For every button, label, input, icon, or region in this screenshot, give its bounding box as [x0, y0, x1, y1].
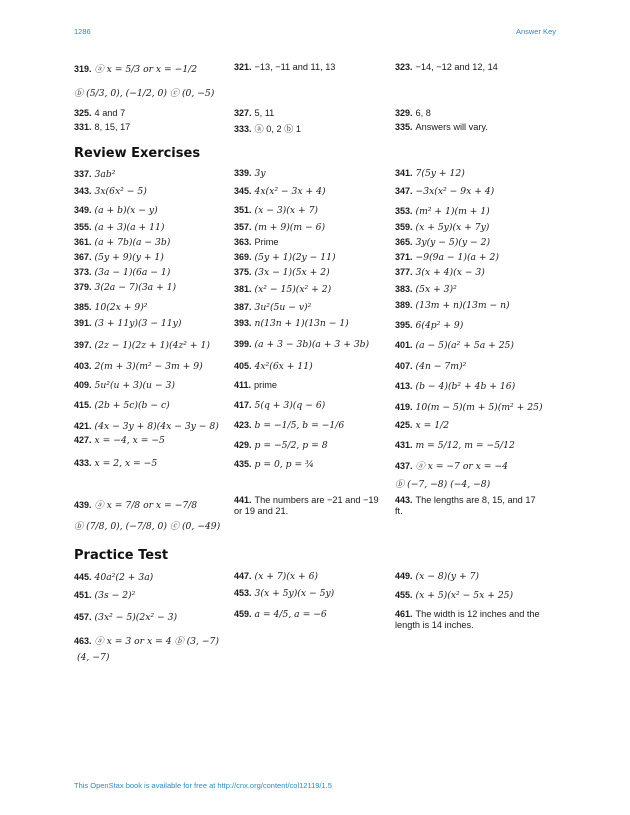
section-title-practice: Practice Test [74, 548, 169, 563]
answer-item: 369. (5y + 1)(2y − 11) [234, 252, 336, 263]
answer-item: 355. (a + 3)(a + 11) [74, 222, 165, 233]
answer-item: 393. n(13n + 1)(13n − 1) [234, 318, 349, 329]
answer-item: 405. 4x²(6x + 11) [234, 361, 313, 372]
answer-item: 363. Prime [234, 237, 279, 247]
section-header: Answer Key [515, 27, 556, 36]
answer-item: 455. (x + 5)(x² − 5x + 25) [395, 590, 514, 601]
answer-item: 387. 3u²(5u − v)² [234, 302, 312, 313]
answer-item: 433. x = 2, x = −5 [74, 458, 158, 469]
answer-item: 367. (5y + 9)(y + 1) [74, 252, 164, 263]
answer-item: 423. b = −1/5, b = −1/6 [234, 420, 345, 431]
answer-item: 377. 3(x + 4)(x − 3) [395, 267, 485, 278]
answer-item: 375. (3x − 1)(5x + 2) [234, 267, 330, 278]
answer-item: 435. p = 0, p = ¾ [234, 459, 314, 470]
answer-item: 345. 4x(x² − 3x + 4) [234, 186, 326, 197]
answer-item: 399. (a + 3 − 3b)(a + 3 + 3b) [234, 339, 370, 350]
answer-item: 379. 3(2a − 7)(3a + 1) [74, 282, 177, 293]
answer-item: 343. 3x(6x² − 5) [74, 186, 147, 197]
answer-item: 419. 10(m − 5)(m + 5)(m² + 25) [395, 402, 543, 413]
answer-item: 431. m = 5/12, m = −5/12 [395, 440, 515, 451]
answer-item: 413. (b − 4)(b² + 4b + 16) [395, 381, 516, 392]
answer-item: 417. 5(q + 3)(q − 6) [234, 400, 326, 411]
answer-item: 415. (2b + 5c)(b − c) [74, 400, 170, 411]
answer-item: 407. (4n − 7m)² [395, 361, 467, 372]
answer-item: 361. (a + 7b)(a − 3b) [74, 237, 171, 248]
answer-item: 339. 3y [234, 168, 266, 179]
answer-item: 459. a = 4/5, a = −6 [234, 609, 327, 620]
answer-item: 323. −14, −12 and 12, 14 [395, 62, 498, 72]
answer-item: ⓑ (−7, −8) (−4, −8) [395, 479, 491, 490]
answer-item: 351. (x − 3)(x + 7) [234, 205, 319, 216]
answer-item: 451. (3s − 2)² [74, 590, 136, 601]
answer-item: 439. ⓐ x = 7/8 or x = −7/8 [74, 500, 198, 511]
answer-item: 403. 2(m + 3)(m² − 3m + 9) [74, 361, 203, 372]
answer-item: 335. Answers will vary. [395, 122, 488, 132]
answer-item: 371. −9(9a − 1)(a + 2) [395, 252, 499, 263]
answer-item: 443. The lengths are 8, 15, and 17 ft. [395, 495, 536, 516]
answer-item: 425. x = 1/2 [395, 420, 450, 431]
answer-item: 319. ⓐ x = 5/3 or x = −1/2 [74, 64, 198, 75]
answer-item: 449. (x − 8)(y + 7) [395, 571, 480, 582]
answer-item: 395. 6(4p² + 9) [395, 320, 464, 331]
answer-item: 391. (3 + 11y)(3 − 11y) [74, 318, 182, 329]
answer-item: 457. (3x² − 5)(2x² − 3) [74, 612, 178, 623]
answer-item: ⓑ (5/3, 0), (−1/2, 0) ⓒ (0, −5) [74, 88, 215, 99]
answer-item: 385. 10(2x + 9)² [74, 302, 148, 313]
answer-item: 331. 8, 15, 17 [74, 122, 131, 132]
answer-item: 401. (a − 5)(a² + 5a + 25) [395, 340, 514, 351]
answer-item: (4, −7) [77, 652, 110, 663]
answer-item: 437. ⓐ x = −7 or x = −4 [395, 461, 508, 472]
answer-item: 325. 4 and 7 [74, 108, 126, 118]
answer-item: 453. 3(x + 5y)(x − 5y) [234, 588, 335, 599]
answer-item: 359. (x + 5y)(x + 7y) [395, 222, 490, 233]
answer-item: 397. (2z − 1)(2z + 1)(4z² + 1) [74, 340, 210, 351]
answer-item: 341. 7(5y + 12) [395, 168, 465, 179]
answer-item: 333. ⓐ 0, 2 ⓑ 1 [234, 124, 301, 134]
answer-item: 445. 40a²(2 + 3a) [74, 572, 154, 583]
answer-item: 381. (x² − 15)(x² + 2) [234, 284, 332, 295]
section-title-review: Review Exercises [74, 146, 201, 161]
answer-item: 441. The numbers are −21 and −19 or 19 and 21. [234, 495, 379, 516]
answer-item: 373. (3a − 1)(6a − 1) [74, 267, 171, 278]
answer-item: 447. (x + 7)(x + 6) [234, 571, 319, 582]
answer-item: 429. p = −5/2, p = 8 [234, 440, 328, 451]
answer-item: 389. (13m + n)(13m − n) [395, 300, 510, 311]
answer-item: 421. (4x − 3y + 8)(4x − 3y − 8) [74, 421, 219, 432]
answer-item: 383. (5x + 3)² [395, 284, 457, 295]
answer-item: 321. −13, −11 and 11, 13 [234, 62, 336, 72]
answer-item: 461. The width is 12 inches and the length is 14 inches. [395, 609, 540, 630]
answer-item: 349. (a + b)(x − y) [74, 205, 158, 216]
footer-note: This OpenStax book is available for free at http://cnx.org/content/col12119/1.5 [74, 781, 332, 790]
answer-item: 347. −3x(x² − 9x + 4) [395, 186, 495, 197]
answer-item: ⓑ (7/8, 0), (−7/8, 0) ⓒ (0, −49) [74, 521, 221, 532]
answer-item: 357. (m + 9)(m − 6) [234, 222, 326, 233]
answer-item: 329. 6, 8 [395, 108, 431, 118]
answer-item: 427. x = −4, x = −5 [74, 435, 165, 446]
page-number: 1286 [74, 27, 91, 36]
answer-item: 337. 3ab² [74, 169, 116, 180]
answer-item: 409. 5u²(u + 3)(u − 3) [74, 380, 175, 391]
answer-item: 353. (m² + 1)(m + 1) [395, 206, 490, 217]
answer-item: 327. 5, 11 [234, 108, 275, 118]
answer-item: 463. ⓐ x = 3 or x = 4 ⓑ (3, −7) [74, 636, 219, 647]
answer-item: 411. prime [234, 380, 278, 390]
answer-item: 365. 3y(y − 5)(y − 2) [395, 237, 491, 248]
